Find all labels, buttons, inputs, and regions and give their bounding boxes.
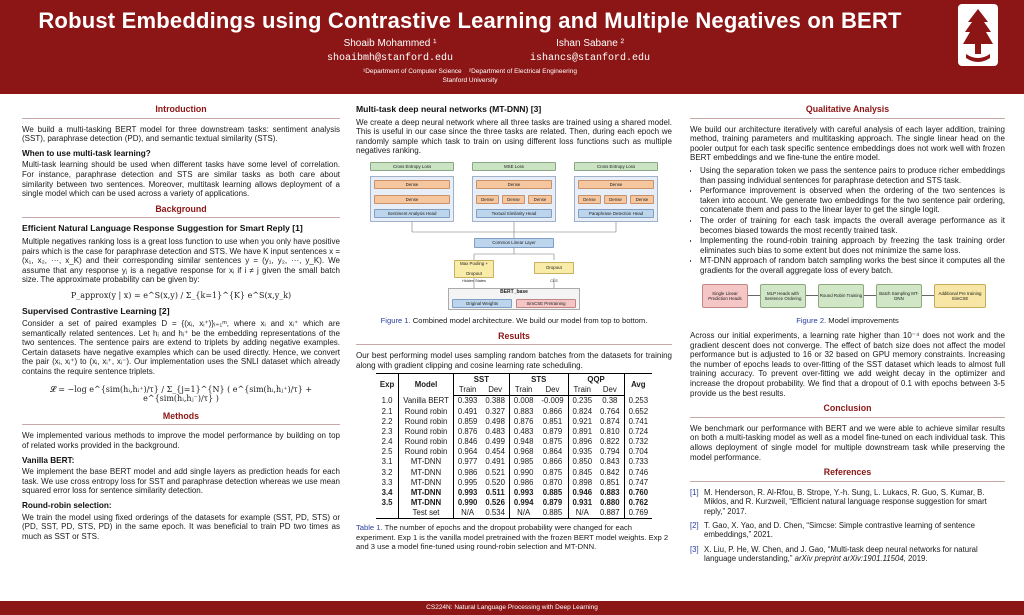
table-cell-exp: 1.0 (376, 395, 399, 406)
bullet-item: • Performance improvement is observed when the ordering of the two sentences is taken into account. We generate two embeddings for the two sentence pair ordering, concatenate them and pass to the linear layer to get the single logit. (700, 186, 1005, 215)
table-cell-value: N/A (453, 508, 481, 519)
round-robin-heading: Round-robin selection: (22, 501, 112, 510)
smart-reply-heading: Efficient Natural Language Response Suggestion for Smart Reply [1] (22, 223, 303, 234)
table-row (376, 406, 652, 416)
table-row (376, 426, 652, 436)
common-linear-layer: Common Linear Layer (474, 238, 554, 248)
figure-2-caption-text: Model improvements (828, 315, 899, 325)
table-cell-value: 0.993 (457, 488, 478, 497)
flow-step-1: Single Linear Prediction Heads (702, 284, 748, 308)
table-cell-value: 0.747 (628, 477, 649, 487)
table-cell-exp: 2.1 (376, 406, 399, 416)
methods-paragraph: We implemented various methods to improve the model performance by building on top of related works provided in the background. (22, 431, 340, 451)
table-cell-model: Round robin (399, 416, 454, 426)
table-cell-value: 0.896 (572, 437, 593, 447)
author-1 (290, 36, 490, 66)
table-cell-model: Round robin (399, 426, 454, 436)
table-cell-exp: 2.3 (376, 426, 399, 436)
table-cell-value: 0.866 (537, 457, 568, 467)
table-cell-value: 0.864 (537, 447, 568, 457)
table-cell-model: Vanilla BERT (399, 395, 454, 406)
table-cell-value: 0.985 (513, 457, 534, 467)
author-2 (490, 36, 690, 66)
qualitative-paragraph: We build our architecture iteratively with careful analysis of each layer addition, training method, training parameters and multitasking approach. The single linear head on the pooler output for each task specific sentence embeddings does not work well with frozen BERT embeddings and we fine-tune the entire model. (690, 124, 1005, 163)
loss-box-sentiment: Cross Entropy Loss (370, 162, 454, 171)
table-row (376, 416, 652, 426)
reference-text: M. Henderson, R. Al-Rfou, B. Strope, Y.-h. Sung, L. Lukacs, R. Guo, S. Kumar, B. Miklos, and R. Kurzweil, “Efficient natural language response suggestion for smart reply,” 2017. (704, 487, 987, 516)
bert-base-label: BERT_base (500, 289, 528, 296)
figure-1-caption-text: Combined model architecture. We build our model from top to bottom. (412, 315, 648, 325)
table-cell-value: 0.253 (628, 396, 649, 406)
reference-number: [2] (690, 521, 699, 531)
author-2-email[interactable]: ishancs@stanford.edu (529, 53, 651, 64)
intro-paragraph: We build a multi-tasking BERT model for three downstream tasks: sentiment analysis (SST), paraphrase detection (PD), and semantic textual similarity (STS). (22, 124, 340, 144)
table-cell-value: 0.875 (537, 436, 568, 446)
table-cell-value: 0.986 (457, 467, 478, 477)
simcse-pretraining-box: SimCSE Pretraining (516, 299, 576, 308)
affiliation-1: ¹Department of Computer Science (363, 68, 462, 75)
table-cell-model: MT-DNN (399, 498, 454, 508)
reference-text: T. Gao, X. Yao, and D. Chen, “Simcse: Simple contrastive learning of sentence embeddings,” 2021. (704, 521, 976, 540)
section-heading-methods: Methods (22, 412, 340, 426)
reference-venue: arXiv preprint arXiv:1901.11504, (794, 554, 906, 564)
dense-layer: Dense (476, 180, 552, 189)
figure-1-caption (356, 316, 672, 326)
table-cell-value: 0.851 (537, 416, 568, 426)
table-cell-value: 0.891 (572, 426, 593, 436)
figure-2-label: Figure 2. (796, 315, 827, 325)
scl-heading: Supervised Contrastive Learning [2] (22, 305, 170, 316)
when-heading: When to use multi-task learning? (22, 148, 151, 158)
table-subheader-dev: Dev (537, 385, 568, 396)
bullet-item: • Implementing the round-robin training approach by freezing the task training order eliminates such bias to some extent but does not minimize the same loss. (700, 236, 1005, 255)
table-cell-value: 0.921 (572, 416, 593, 426)
head-label-sentiment: Sentiment Analysis Head (374, 209, 450, 218)
table-row (376, 457, 652, 467)
table-cell-exp: 3.5 (376, 498, 399, 508)
contrastive-loss-equation (22, 385, 340, 404)
table-header-exp: Exp (376, 374, 399, 395)
table-cell-value: 0.235 (572, 396, 593, 406)
reference-year: 2019. (908, 554, 928, 564)
table-cell-value: 0.846 (457, 437, 478, 447)
poster-title: Robust Embeddings using Contrastive Learning and Multiple Negatives on BERT (38, 8, 902, 33)
table-cell-model: MT-DNN (399, 467, 454, 477)
table-cell-exp: 3.3 (376, 477, 399, 487)
table-cell-value: 0.874 (596, 416, 624, 426)
figure-2-caption (690, 316, 1005, 326)
head-label-similarity: Textual Similarity Head (476, 209, 552, 218)
loss-box-similarity: MSE Loss (472, 162, 556, 171)
university: Stanford University (442, 77, 498, 84)
head-label-paraphrase: Paraphrase Detection Head (578, 209, 654, 218)
table-header-sts: STS (509, 374, 568, 385)
table-row (376, 498, 652, 508)
table-cell-value: 0.898 (572, 477, 593, 487)
table-cell-value: 0.990 (513, 467, 534, 477)
author-1-name: Shoaib Mohammed ¹ (343, 38, 437, 49)
table-1-caption-text: The number of epochs and the dropout probability were changed for each experiment. Exp 1 is the vanilla model pretrained with the frozen BERT model weights. Exp 2 and 3 use a model fine-tuned using round-robin selection and MT-DNN. (356, 522, 669, 552)
table-cell-value: 0.843 (596, 457, 624, 467)
vanilla-paragraph: We implement the base BERT model and add single layers as prediction heads for each task. We use cross entropy loss for SST and paraphrase detection whereas we use mean squared error loss for sentence similarity detection. (22, 467, 340, 496)
bullet-item: • MT-DNN approach of random batch sampling works the best since it computes all the gradients for the overall aggregate loss of every batch. (700, 256, 1005, 275)
table-cell-value: 0.883 (596, 487, 624, 497)
table-cell-value: 0.875 (537, 467, 568, 477)
table-cell-value: 0.520 (481, 477, 509, 487)
table-cell-exp: 2.2 (376, 416, 399, 426)
figure-1-label: Figure 1. (380, 315, 411, 325)
table-row (376, 508, 652, 519)
model-improvement-flow (690, 282, 1005, 312)
section-heading-conclusion: Conclusion (690, 404, 1005, 418)
table-cell-value: 0.764 (596, 406, 624, 416)
table-cell-value: 0.511 (481, 487, 509, 497)
affiliation-2: ²Department of Electrical Engineering (468, 68, 577, 75)
table-cell-value: 0.483 (481, 426, 509, 436)
table-cell-value: 0.741 (628, 416, 649, 426)
table-1-caption (356, 523, 672, 552)
section-heading-qualitative: Qualitative Analysis (690, 105, 1005, 119)
training-analysis-paragraph: Across our initial experiments, a learning rate higher than 10⁻⁴ does not work and the gradient descent does not converge. The effect of batch size does not affect the model performance but is adjusted to 16 or 32 based on GPU memory constraints. Increasing the number of epochs leads to over-fitting of the SST dataset which leads to almost full training accuracy. To prevent over-fitting we add weight decay in the optimizer and increase the dropout probability. We find that a dropout of 0.1 with epochs between 3-5 provide us the best results. (690, 331, 1005, 398)
original-weights-box: Original Weights (452, 299, 512, 308)
table-1-label: Table 1. (356, 522, 383, 532)
column-middle (356, 100, 672, 598)
table-row (376, 467, 652, 477)
table-cell-value: 0.879 (537, 498, 568, 508)
table-cell-value: 0.760 (628, 488, 649, 497)
table-cell-value: 0.876 (457, 426, 478, 436)
column-left (22, 100, 340, 598)
table-cell-value: N/A (568, 508, 596, 519)
table-cell-value: 0.931 (572, 498, 593, 508)
table-cell-value: 0.483 (513, 426, 534, 436)
mtdnn-paragraph: We create a deep neural network where all three tasks are trained using a shared model. This is useful in our case since the three tasks are related. Then, during each epoch we randomly sample which task to train on using different loss functions such as multiple negatives ranking. (356, 117, 672, 156)
table-cell-value: 0.526 (481, 498, 509, 508)
section-heading-background: Background (22, 205, 340, 219)
vanilla-heading: Vanilla BERT: (22, 455, 75, 465)
table-cell-value: 0.879 (537, 426, 568, 436)
table-cell-value: 0.977 (457, 457, 478, 467)
table-cell-value: 0.499 (481, 436, 509, 446)
dropout-box: Dropout (534, 262, 574, 274)
poster-footer: CS224N: Natural Language Processing with Deep Learning (0, 601, 1024, 615)
table-cell-model: Round robin (399, 436, 454, 446)
loss-box-paraphrase: Cross Entropy Loss (574, 162, 658, 171)
table-cell-value: 0.824 (572, 406, 593, 416)
table-header-model: Model (399, 374, 454, 395)
table-cell-value: 0.994 (513, 498, 534, 508)
flow-arrow (864, 295, 876, 296)
round-robin-paragraph: We train the model using fixed orderings of the datasets for example (SST, PD, STS) or (PD, SST, PD, STS, PD) in the same epoch. It was beneficial to train PD two times as much as SST or STS. (22, 512, 340, 541)
table-cell-value: 0.968 (513, 447, 534, 457)
section-heading-results: Results (356, 332, 672, 346)
mtdnn-heading: Multi-task deep neural networks (MT-DNN) [3] (356, 104, 542, 114)
table-cell-value: 0.327 (481, 406, 509, 416)
bullet-item: • The order of training for each task impacts the overall average performance as it becomes biased towards the most recently trained task. (700, 216, 1005, 235)
table-cell-value: 0.746 (628, 467, 649, 477)
dense-layer: Dense (578, 195, 601, 204)
flow-step-2: MLP Heads with Sentence Ordering (760, 284, 806, 308)
table-cell-exp (376, 508, 399, 519)
table-cell-value: 0.822 (596, 436, 624, 446)
results-table-body (376, 395, 652, 518)
poster-header (0, 0, 1024, 94)
table-cell-value: 0.733 (628, 457, 649, 467)
table-cell-value: 0.990 (457, 498, 478, 508)
table-cell-value: 0.887 (596, 508, 624, 519)
table-subheader-dev: Dev (596, 385, 624, 396)
table-cell-value: 0.491 (457, 406, 478, 416)
when-paragraph: Multi-task learning should be used when different tasks have some level of correlation. For instance, paraphrase detection and STS are similar tasks as both care about similarity between two sentences. Moreover, multitask learning allows deployment of a single model which can be used across a variety of applications. (22, 160, 340, 199)
table-cell-exp: 2.4 (376, 436, 399, 446)
approx-probability-equation (22, 291, 340, 301)
table-cell-value: 0.885 (537, 487, 568, 497)
table-cell-value: 0.393 (457, 396, 478, 406)
table-cell-value: 0.885 (537, 508, 568, 519)
flow-step-5: Additional Pre training SimCSE (934, 284, 986, 308)
table-cell-value: 0.704 (628, 447, 649, 457)
table-cell-value: 0.845 (572, 467, 593, 477)
max-pooling-dropout: Max Pooling + Dropout (454, 260, 494, 278)
table-cell-value: 0.859 (457, 416, 478, 426)
author-2-name: Ishan Sabane ² (556, 38, 624, 49)
table-cell-model: MT-DNN (399, 487, 454, 497)
flow-arrow (922, 295, 934, 296)
table-cell-value: 0.794 (596, 447, 624, 457)
table-cell-value: 0.935 (572, 447, 593, 457)
table-cell-model: Round robin (399, 447, 454, 457)
table-cell-value: 0.851 (596, 477, 624, 487)
smart-reply-paragraph: Multiple negatives ranking loss is a great loss function to use when you only have positive pairs which is the case for paraphrase detection and STS. We have K input sentences x = (x₁, x₂, ···, x_K) and their corresponding similar sentences y = (y₁, y₂, ···, y_K). We assume that any response yⱼ is a negative response for xᵢ if i ≠ j given the small batch size. The approximate probability can be given by: (22, 236, 340, 285)
table-cell-value: 0.964 (457, 447, 478, 457)
table-cell-value: 0.880 (596, 498, 624, 508)
results-table (376, 373, 652, 519)
dense-layer: Dense (374, 180, 450, 189)
table-cell-exp: 2.5 (376, 447, 399, 457)
reference-text: X. Liu, P. He, W. Chen, and J. Gao, “Multi-task deep neural networks for natural language understanding,” (704, 544, 978, 564)
table-subheader-train: Train (509, 385, 537, 396)
table-cell-value: 0.521 (481, 467, 509, 477)
approx-probability-equation-text: P_approx(y | x) = e^S(x,y) / Σ_{k=1}^{K} e^S(x,y_k) (70, 290, 292, 300)
table-cell-model: MT-DNN (399, 477, 454, 487)
table-cell-value: 0.769 (624, 508, 652, 519)
table-cell-value: 0.842 (596, 467, 624, 477)
author-1-email[interactable]: shoaibmh@stanford.edu (326, 53, 454, 64)
reference-item (690, 521, 1005, 540)
table-row (376, 447, 652, 457)
bullet-item: • Using the separation token we pass the sentence pairs to produce richer embeddings than passing individual sentences for paraphrase detection and STS task. (700, 166, 1005, 185)
flow-arrow (806, 295, 818, 296)
table-cell-value: 0.454 (481, 447, 509, 457)
table-subheader-train: Train (453, 385, 481, 396)
table-cell-value: 0.986 (513, 477, 534, 487)
table-cell-value: 0.491 (481, 457, 509, 467)
affiliations (330, 67, 610, 85)
table-cell-value: 0.850 (572, 457, 593, 467)
dense-layer: Dense (604, 195, 627, 204)
table-cell-value: 0.883 (513, 406, 534, 416)
flow-arrow (748, 295, 760, 296)
table-cell-value: 0.724 (628, 426, 649, 436)
table-cell-value: 0.993 (513, 488, 534, 497)
column-right (690, 100, 1005, 598)
section-heading-references: References (690, 468, 1005, 482)
table-cell-value: 0.732 (628, 437, 649, 447)
table-subheader-train: Train (568, 385, 596, 396)
table-cell-model: Test set (399, 508, 454, 519)
hidden-states-label: Hidden States (462, 278, 486, 283)
table-cell-exp: 3.2 (376, 467, 399, 477)
reference-text-3 (704, 545, 1005, 564)
section-heading-introduction: Introduction (22, 105, 340, 119)
reference-item (690, 545, 1005, 564)
table-cell-value: 0.388 (481, 395, 509, 406)
table-cell-model: Round robin (399, 406, 454, 416)
architecture-diagram (356, 160, 672, 312)
reference-item (690, 488, 1005, 516)
reference-number: [1] (690, 487, 699, 497)
table-cell-value: 0.38 (596, 395, 624, 406)
table-cell-model: MT-DNN (399, 457, 454, 467)
table-header-avg: Avg (624, 374, 652, 395)
dense-layer: Dense (528, 195, 552, 204)
table-cell-value: 0.652 (628, 406, 649, 416)
table-cell-value: 0.810 (596, 426, 624, 436)
results-paragraph: Our best performing model uses sampling random batches from the datasets for training along with gradient clipping and cosine learning rate scheduling. (356, 351, 672, 370)
table-cell-value: 0.870 (537, 477, 568, 487)
table-cell-value: N/A (509, 508, 537, 519)
reference-number: [3] (690, 544, 699, 554)
dense-layer: Dense (502, 195, 525, 204)
table-cell-exp: 3.4 (376, 487, 399, 497)
table-cell-value: 0.948 (513, 437, 534, 447)
stanford-tree-logo-icon (958, 4, 998, 66)
table-cell-value: 0.498 (481, 416, 509, 426)
table-cell-value: 0.946 (572, 488, 593, 497)
table-cell-value: 0.008 (513, 396, 534, 406)
contrastive-loss-equation-text: 𝓛 = −log e^{sim(hᵢ,hᵢ⁺)/τ} / Σ_{j=1}^{N} ( e^{sim(hᵢ,hⱼ⁺)/τ} + e^{sim(hᵢ,hⱼ⁻)/τ} ) (49, 384, 313, 404)
table-row (376, 477, 652, 487)
flow-step-3: Round Robin Training (818, 284, 864, 308)
table-cell-value: 0.876 (513, 416, 534, 426)
flow-step-4: Batch Sampling MT-DNN (876, 284, 922, 308)
dense-layer: Dense (476, 195, 499, 204)
table-cell-value: 0.995 (457, 477, 478, 487)
table-cell-value: -0.009 (537, 395, 568, 406)
cls-label: CLS (550, 278, 558, 283)
table-row (376, 487, 652, 497)
dense-layer: Dense (630, 195, 654, 204)
conclusion-paragraph: We benchmark our performance with BERT and we were able to achieve similar results on both a multi-tasking model as well as a model fine-tuned on each individual task. This allows deployment of single model for multiple downstream task while preserving the model performance. (690, 423, 1005, 462)
table-header-sst: SST (453, 374, 509, 385)
table-cell-value: 0.762 (628, 498, 649, 508)
qualitative-bullets (700, 166, 1005, 276)
table-cell-value: 0.866 (537, 406, 568, 416)
table-row (376, 436, 652, 446)
table-cell-exp: 3.1 (376, 457, 399, 467)
table-row (376, 395, 652, 406)
scl-paragraph: Consider a set of paired examples D = {(xᵢ, xᵢ⁺)}ᵢ₌₁ᵐ, where xᵢ and xᵢ⁺ which are semantically related sentences. Let hᵢ and hᵢ⁺ be the embedding representations of the two sentences. The sentence pairs are extend to triplets by adding negative examples. Certain datasets have negative examples which can be used directly. Hence, we convert the pair (xᵢ, xᵢ⁺) to (xᵢ, xᵢ⁺, xᵢ⁻). Our implementation uses the SNLI dataset which already contains the require sentence triplets. (22, 319, 340, 377)
table-subheader-dev: Dev (481, 385, 509, 396)
dense-layer: Dense (578, 180, 654, 189)
table-cell-value: 0.534 (481, 508, 509, 519)
dense-layer: Dense (374, 195, 450, 204)
table-header-qqp: QQP (568, 374, 624, 385)
